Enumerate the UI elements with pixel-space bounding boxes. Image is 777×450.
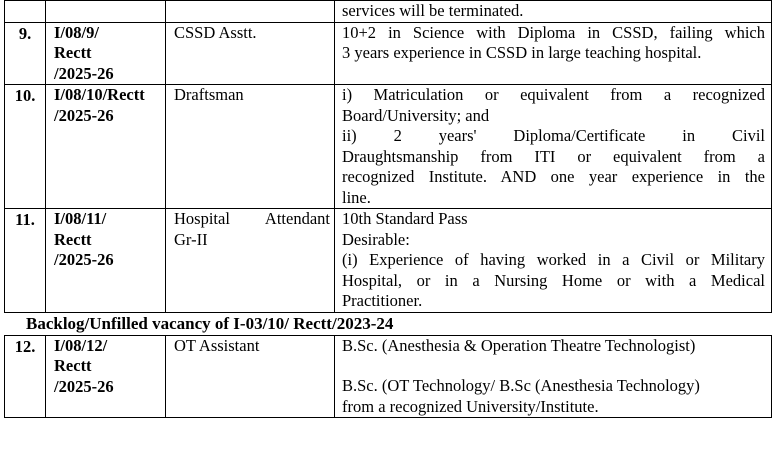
- serial-cell: 10.: [5, 85, 46, 209]
- table-row: [5, 1, 772, 23]
- post-cell: [166, 1, 335, 23]
- table-row: [5, 209, 772, 313]
- code-line: I/08/11/: [54, 209, 107, 228]
- code-line: I/08/12/: [54, 335, 108, 355]
- serial-cell: 12.: [5, 335, 46, 418]
- table-row: [5, 85, 772, 209]
- qualification-cell: [335, 22, 772, 85]
- serial-cell: [5, 1, 46, 23]
- qualification-line: B.Sc. (Anesthesia & Operation Theatre Technologist): [342, 335, 696, 355]
- vacancy-table: [4, 0, 772, 313]
- post-cell: [166, 209, 335, 313]
- code-cell: [46, 335, 166, 418]
- post-cell: Draftsman: [166, 85, 335, 209]
- qualification-line: from a recognized University/Institute.: [342, 396, 599, 416]
- code-cell: [46, 85, 166, 209]
- qualification-line: B.Sc. (OT Technology/ B.Sc (Anesthesia Technology): [342, 376, 700, 395]
- qualification-line: ii) 2 years' Diploma/Certificate in Civil: [342, 126, 765, 145]
- post-cell: OT Assistant: [166, 335, 335, 418]
- qualification-line: Draughtsmanship from ITI or equivalent from a: [342, 146, 765, 166]
- code-line: I/08/9/: [54, 22, 99, 42]
- code-line: /2025-26: [54, 105, 114, 125]
- qualification-cell: [335, 1, 772, 23]
- qualification-line: 10+2 in Science with Diploma in CSSD, failing which: [342, 22, 765, 42]
- serial-cell: 9.: [5, 22, 46, 85]
- post-line: Gr-II: [174, 229, 208, 249]
- serial-cell: 11.: [5, 209, 46, 313]
- qualification-line: services will be terminated.: [342, 1, 524, 20]
- code-line: Rectt: [54, 356, 92, 375]
- backlog-table: [4, 335, 772, 419]
- qualification-cell: [335, 335, 772, 418]
- qualification-line: i) Matriculation or equivalent from a recognized: [342, 85, 765, 104]
- backlog-heading: Backlog/Unfilled vacancy of I-03/10/ Rectt/2023-24: [26, 313, 394, 333]
- code-cell: [46, 1, 166, 23]
- qualification-line: Hospital, or in a Nursing Home or with a Medical: [342, 270, 765, 290]
- post-line: [174, 209, 330, 230]
- qualification-line: Desirable:: [342, 229, 410, 249]
- code-line: I/08/10/Rectt: [54, 85, 145, 104]
- post-word: Hospital: [174, 209, 230, 228]
- qualification-line: 3 years experience in CSSD in large teaching hospital.: [342, 43, 702, 62]
- code-line: Rectt: [54, 229, 92, 249]
- code-cell: [46, 209, 166, 313]
- post-cell: CSSD Asstt.: [166, 22, 335, 85]
- qualification-line: line.: [342, 187, 371, 207]
- table-row: [5, 335, 772, 418]
- code-cell: [46, 22, 166, 85]
- qualification-line: recognized Institute. AND one year experience in the: [342, 167, 765, 186]
- code-line: /2025-26: [54, 63, 114, 83]
- qualification-line: Board/University; and: [342, 105, 490, 125]
- qualification-cell: [335, 209, 772, 313]
- post-word: Attendant: [264, 209, 330, 228]
- code-line: /2025-26: [54, 376, 114, 396]
- blank-line: [342, 356, 765, 376]
- qualification-line: 10th Standard Pass: [342, 209, 468, 228]
- table-row: [5, 22, 772, 85]
- qualification-line: Practitioner.: [342, 291, 423, 310]
- qualification-line: (i) Experience of having worked in a Civil or Military: [342, 250, 765, 269]
- qualification-cell: [335, 85, 772, 209]
- code-line: /2025-26: [54, 250, 114, 269]
- code-line: Rectt: [54, 43, 92, 62]
